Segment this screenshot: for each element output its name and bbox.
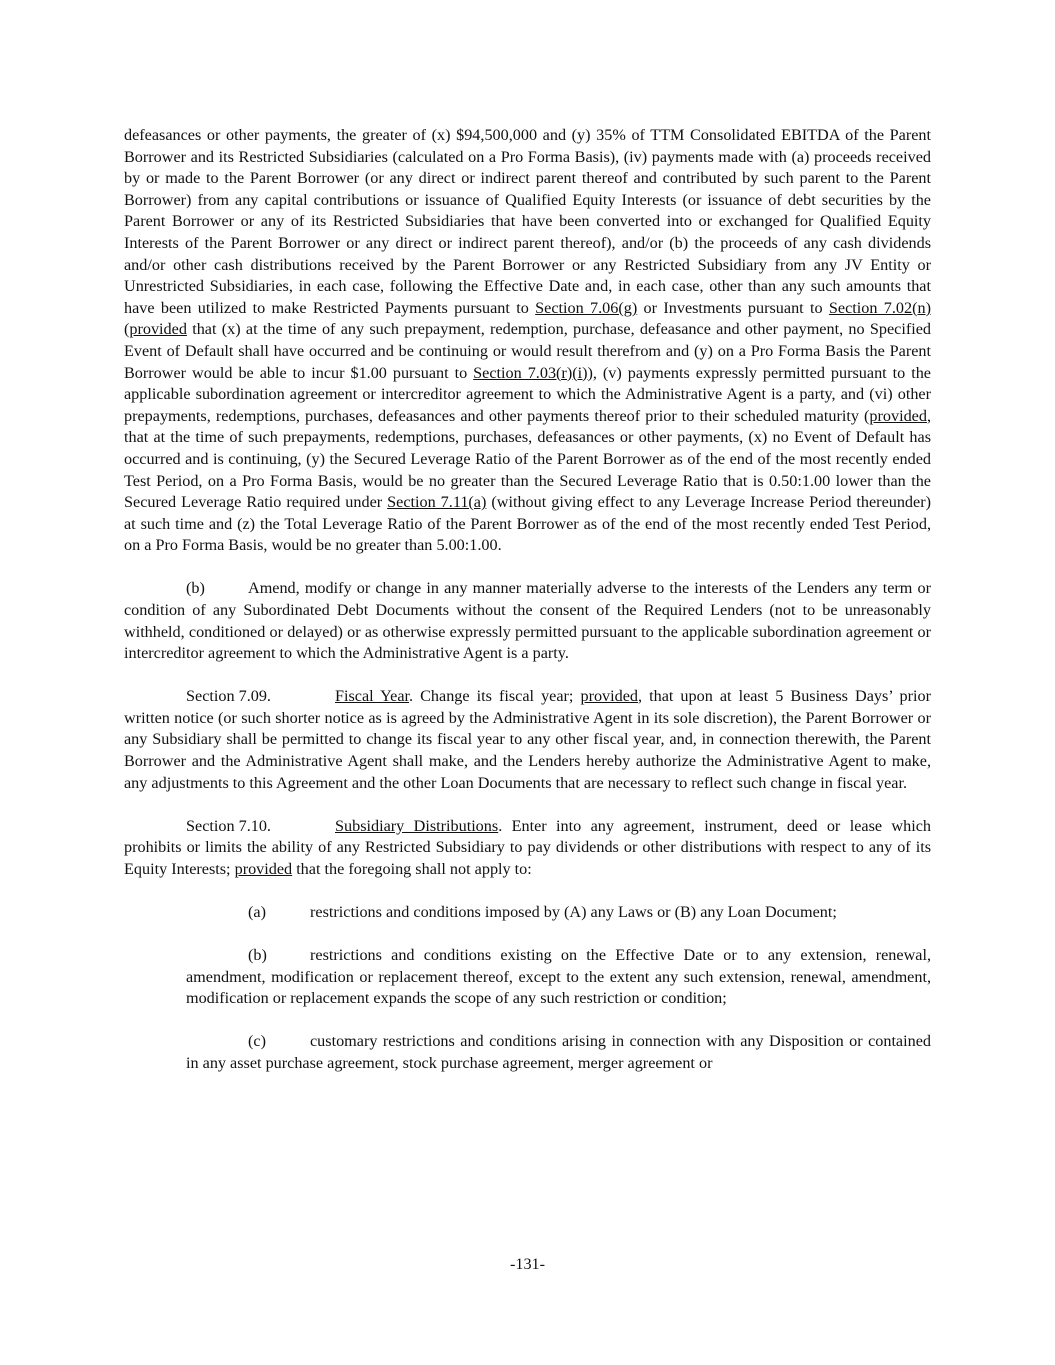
section-number: Section 7.10. [186, 816, 271, 835]
clause-label: (a) [248, 903, 266, 921]
section-number: Section 7.09. [186, 687, 271, 706]
clause-label: (c) [248, 1032, 266, 1051]
document-body [124, 125, 931, 1096]
text-segment: . Enter into any agreement, instrument, deed or lease which prohibits or limits the ability of any Restricted Subsidiary to pay dividends or other distributions with respect to any of its Equity Interests; [124, 816, 931, 878]
provided-term: provided [129, 320, 187, 339]
section-7-09 [124, 686, 931, 794]
text-segment: , that upon at least 5 Business Days’ prior written notice (or such shorter notice as is agreed by the Administrative Agent in its sole discretion), the Parent Borrower or any Subsidiary shall be permitted to change its fiscal year to any other fiscal year, and, in connection therewith, the Parent Borrower and the Administrative Agent shall make, and the Lenders hereby authorize the Administrative Agent to make, any adjustments to this Agreement and the other Loan Documents that are necessary to reflect such change in fiscal year. [124, 687, 931, 792]
paragraph-payments-continuation [124, 125, 931, 557]
clause-c [186, 1031, 931, 1074]
text-segment: ), (v) payments expressly permitted pursuant to the applicable subordination agreement or intercreditor agreement to which the Administrative Agent is a party, and (vi) other prepayments, redemptions, purchases, defeasances and other payments thereof prior to their scheduled maturity ( [124, 363, 931, 425]
clause-label: (b) [186, 579, 205, 598]
provided-term: provided [580, 687, 639, 706]
clause-label: (b) [248, 946, 267, 965]
clause-text: restrictions and conditions imposed by (A) any Laws or (B) any Loan Document; [310, 903, 837, 921]
section-heading: Fiscal Year [335, 687, 410, 706]
page-number: -131- [509, 1255, 546, 1273]
provided-term: provided [234, 859, 293, 878]
clause-text: Amend, modify or change in any manner materially adverse to the interests of the Lenders any term or condition of any Subordinated Debt Documents without the consent of the Required Lenders (not to be unreasonably withheld, conditioned or delayed) or as otherwise expressly permitted pursuant to the applicable subordination agreement or intercreditor agreement to which the Administrative Agent is a party. [124, 579, 931, 663]
text-segment: . Change its fiscal year; [409, 687, 581, 706]
section-heading: Subsidiary Distributions [335, 816, 499, 835]
clause-text: customary restrictions and conditions arising in connection with any Disposition or contained in any asset purchase agreement, stock purchase agreement, merger agreement or [186, 1032, 931, 1072]
clause-text: restrictions and conditions existing on the Effective Date or to any extension, renewal, amendment, modification or replacement thereof, except to the extent any such extension, renewal, amendment, modification or replacement expands the scope of any such restriction or condition; [186, 946, 931, 1008]
provided-term: provided [869, 406, 927, 425]
section-reference-7-06g: Section 7.06(g) [535, 298, 638, 317]
text-segment: or Investments pursuant to [637, 298, 829, 317]
section-reference-7-02n: Section 7.02(n) [828, 298, 931, 317]
text-segment: (without giving effect to any Leverage Increase Period thereunder) at such time and (z) the Total Leverage Ratio of the Parent Borrower as of the end of the most recently ended Test Period, on a Pro Forma Basis, would be no greater than 5.00:1.00. [124, 493, 931, 555]
text-segment: that the foregoing shall not apply to: [292, 859, 532, 878]
text-segment: that (x) at the time of any such prepayment, redemption, purchase, defeasance and other payment, no Specified Event of Default shall have occurred and be continuing or would result therefrom and (y) on a Pro Forma Basis the Parent Borrower would be able to incur $1.00 pursuant to [124, 320, 931, 382]
paragraph-b-amend [124, 578, 931, 664]
clause-a [186, 902, 931, 924]
section-reference-7-11a: Section 7.11(a) [387, 493, 487, 512]
text-segment: , that at the time of such prepayments, redemptions, purchases, defeasances or other payments, (x) no Event of Default has occurred and is continuing, (y) the Secured Leverage Ratio of the Parent Borrower as of the end of the most recently ended Test Period, on a Pro Forma Basis, would be no greater than the Secured Leverage Ratio that is 0.50:1.00 lower than the Secured Leverage Ratio required under [124, 406, 931, 512]
clause-b [186, 945, 931, 1010]
section-reference-7-03ri: Section 7.03(r)(i) [473, 363, 588, 382]
text-segment: defeasances or other payments, the greater of (x) $94,500,000 and (y) 35% of TTM Consolidated EBITDA of the Parent Borrower and its Restricted Subsidiaries (calculated on a Pro Forma Basis), (iv) payments made with (a) proceeds received by or made to the Parent Borrower (or any direct or indirect parent thereof and contributed by such parent to the Parent Borrower) from any capital contributions or issuance of Qualified Equity Interests (or issuance of debt securities by the Parent Borrower or any of its Restricted Subsidiaries that have been converted into or exchanged for Qualified Equity Interests of the Parent Borrower or any direct or indirect parent thereof), and/or (b) the proceeds of any cash dividends and/or other cash distributions received by the Parent Borrower or any Restricted Subsidiary from any JV Entity or Unrestricted Subsidiaries, in each case, following the Effective Date and, in each case, other than any such amounts that have been utilized to make Restricted Payments pursuant to [124, 126, 931, 317]
text-segment: ( [124, 320, 130, 339]
section-7-10 [124, 816, 931, 881]
